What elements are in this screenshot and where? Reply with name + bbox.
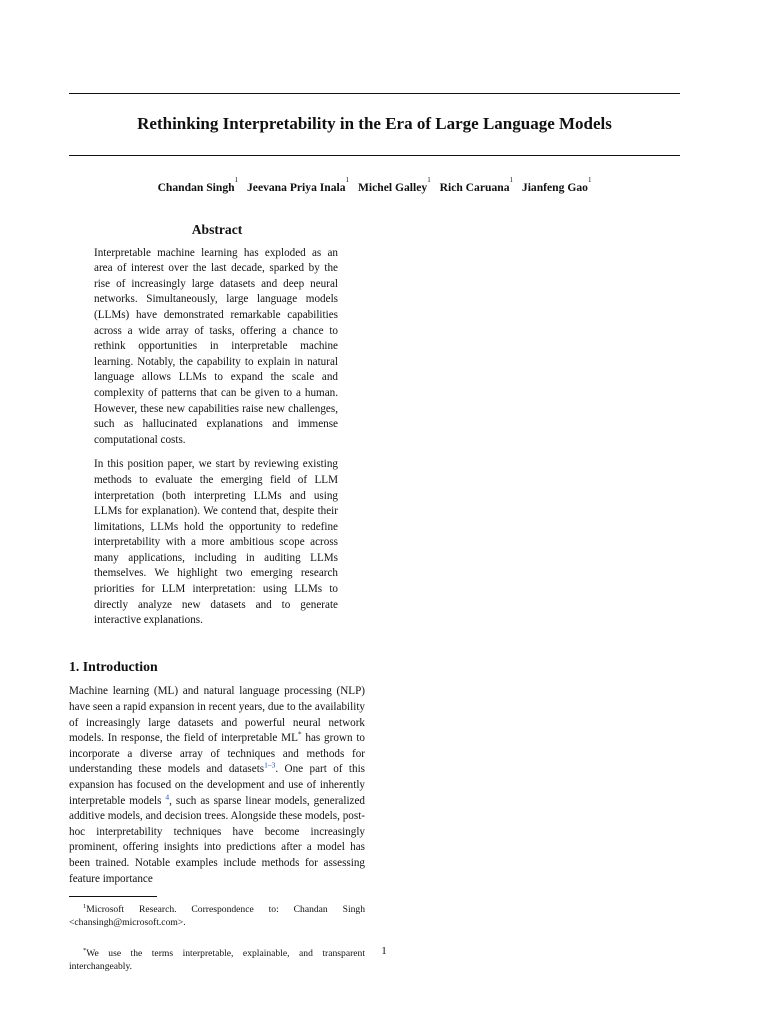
intro-paragraph: Machine learning (ML) and natural language processing (NLP) have seen a rapid expansion in recent years, due to the availability of increasingly large datasets and powerful neural network models. In response, the field of interpretable ML* has grown to incorporate a diverse array of techniques and methods for understanding these models and datasets$^{1-3}$. One part of this expansion has focused on the development and use of inherently interpretable models $^4$, such as sparse linear models, generalized additive models, and decision trees. Alongside these models, post-hoc interpretability techniques have become increasingly prominent, offering insights into predictions after a model has been trained. Notable examples include methods for assessing feature importance — [69, 685, 365, 885]
author: Michel Galley$^1$ — [357, 176, 431, 194]
page-number: 1 — [381, 945, 387, 957]
abstract-paragraph: Interpretable machine learning has exploded as an area of interest over the last decade, sparked by the rise of increasingly large datasets and deep neural networks. Simultaneously, large language models (LLMs) have demonstrated remarkable capabilities across a wide array of tasks, offering a chance to rethink opportunities in interpretable machine learning. Notably, the capability to explain in natural language allows LLMs to expand the scale and complexity of patterns that can be given to a human. However, these new capabilities raise new challenges, such as hallucinated explanations and immense computational costs. — [94, 246, 338, 446]
abstract-heading: Abstract — [191, 222, 243, 237]
abstract-paragraph: In this position paper, we start by reviewing existing methods to evaluate the emerging field of LLM interpretation (both interpreting LLMs and using LLMs for explanation). We contend that, despite their limitations, LLMs hold the opportunity to redefine interpretability with a more ambitious scope across many applications, including in auditing LLMs themselves. We highlight two emerging research priorities for LLM interpretation: using LLMs to directly analyze new datasets and to generate interactive explanations. — [94, 458, 338, 627]
author: Chandan Singh$^1$ — [157, 176, 239, 194]
title-bottom-rule — [69, 155, 680, 156]
footnote-affiliation: $^1$Microsoft Research. Correspondence to: Chandan Singh <chansingh@microsoft.com>. — [69, 902, 365, 929]
abstract — [69, 246, 365, 629]
author: Jianfeng Gao$^1$ — [521, 176, 592, 194]
title-top-rule — [69, 93, 680, 94]
left-column — [69, 222, 365, 980]
paper-title: Rethinking Interpretability in the Era of Large Language Models — [137, 114, 612, 133]
section-heading-introduction: 1. Introduction — [69, 658, 158, 674]
citation-link[interactable]: 1–3 — [264, 760, 276, 770]
citation-link[interactable]: 4 — [165, 791, 170, 801]
author: Rich Caruana$^1$ — [439, 176, 513, 194]
footnote-terms: *We use the terms interpretable, explainable, and transparent interchangeably. — [69, 946, 365, 973]
author: Jeevana Priya Inala$^1$ — [247, 176, 350, 194]
footnote-rule — [69, 896, 157, 897]
author-list — [69, 176, 680, 194]
